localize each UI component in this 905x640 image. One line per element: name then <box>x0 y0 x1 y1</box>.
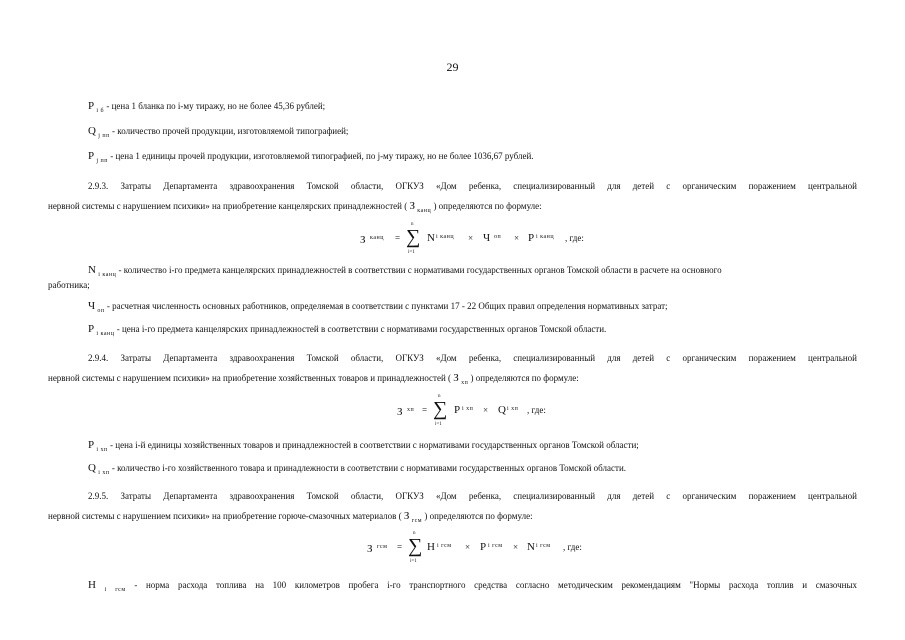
term-n-norm: Н <box>427 541 435 553</box>
formula-lhs: З <box>367 543 373 555</box>
term-q: Q <box>498 404 506 416</box>
sigma-lower: i=1 <box>408 250 415 255</box>
term-p-sub: i хп <box>462 406 474 412</box>
symbol: З <box>409 200 416 212</box>
definition-p-jpp <box>88 151 534 164</box>
term-n-sub: i гсм <box>536 543 551 549</box>
formula-tail: , где: <box>565 233 584 243</box>
definition-text: - расчетная численность основных работников, определяемая в соответствии с пунктами 17 - 22 Общих правил определения нормативных затрат; <box>106 301 668 311</box>
formula-lhs: З <box>360 234 366 246</box>
times-sign: × <box>483 405 489 415</box>
sigma-upper: n <box>438 394 441 399</box>
symbol: P <box>88 100 95 112</box>
term-p: P <box>454 404 461 416</box>
times-sign: × <box>513 542 519 552</box>
definition-text: - цена 1 единицы прочей продукции, изготовляемой типографией, по j-му тиражу, но не более 1036,67 рублей. <box>110 151 534 161</box>
formula-gsm <box>357 531 607 571</box>
subscript: i канц <box>96 331 115 337</box>
term-p: P <box>480 541 487 553</box>
definition-n-igsm <box>88 580 857 593</box>
symbol: Ч <box>88 300 96 312</box>
subscript: хп <box>461 380 469 386</box>
subscript: оп <box>97 308 105 314</box>
definition-text: - цена i-го предмета канцелярских принадлежностей в соответствии с нормативами государственных органов Томской области. <box>116 324 607 334</box>
section-294-line-1: 2.9.4. Затраты Департамента здравоохранения Томской области, ОГКУЗ «Дом ребенка, специализированный для детей с органическим поражением центральной <box>88 353 857 363</box>
formula-lhs: З <box>397 406 403 418</box>
term-n: N <box>527 541 535 553</box>
subscript: гсм <box>411 518 423 524</box>
formula-tail: , где: <box>527 405 546 415</box>
sigma-icon: ∑ <box>433 398 448 420</box>
subscript: i хп <box>96 447 108 453</box>
symbol: N <box>88 264 96 276</box>
formula-equals: = <box>397 542 403 552</box>
formula-equals: = <box>422 405 428 415</box>
definition-q-ihp <box>88 463 626 476</box>
symbol: З <box>453 372 459 384</box>
section-293-line-2 <box>48 201 542 214</box>
formula-lhs-sub: гсм <box>377 544 388 550</box>
term-p-sub: i гсм <box>488 543 503 549</box>
text-part: ) определяются по формуле: <box>424 511 533 521</box>
subscript: i хп <box>98 470 110 476</box>
symbol: P <box>88 323 95 335</box>
text-part: нервной системы с нарушением психики» на приобретение горюче-смазочных материалов ( <box>48 511 402 521</box>
sigma-icon: ∑ <box>408 535 423 557</box>
symbol: Q <box>88 125 96 137</box>
sigma-lower: i=1 <box>435 422 442 427</box>
symbol: P <box>88 150 95 162</box>
term-p: P <box>528 232 535 244</box>
subscript: i б <box>96 108 105 114</box>
term-q-sub: i хп <box>507 406 519 412</box>
times-sign: × <box>468 233 474 243</box>
definition-p-ihp <box>88 440 639 453</box>
definition-text: - норма расхода топлива на 100 километров пробега i-го транспортного средства согласно методическим рекомендациям "Нормы расхода топлив и смазочных <box>134 580 858 590</box>
sigma-lower: i=1 <box>410 559 417 564</box>
definition-text: - количество i-го предмета канцелярских принадлежностей в соответствии с нормативами государственных органов Томской области в расчете на основного <box>118 265 722 275</box>
sigma-upper: n <box>413 531 416 536</box>
symbol: З <box>403 510 410 522</box>
formula-tail: , где: <box>563 542 582 552</box>
section-293-line-1: 2.9.3. Затраты Департамента здравоохранения Томской области, ОГКУЗ «Дом ребенка, специализированный для детей с органическим поражением центральной <box>88 181 857 191</box>
definition-continuation: работника; <box>48 280 90 290</box>
times-sign: × <box>514 233 520 243</box>
subscript: j пп <box>98 133 110 139</box>
term-n-sub: i канц <box>436 234 455 240</box>
definition-p-ib <box>88 101 325 114</box>
definition-ch-op <box>88 301 668 314</box>
definition-text: - количество i-го хозяйственного товара и принадлежности в соответствии с нормативами государственных органов Томской области. <box>111 463 627 473</box>
symbol: P <box>88 439 95 451</box>
term-n-norm-sub: i гсм <box>437 543 452 549</box>
formula-hp <box>387 394 587 434</box>
formula-lhs-sub: хп <box>407 407 415 413</box>
subscript: j пп <box>96 158 108 164</box>
sigma-upper: n <box>411 222 414 227</box>
definition-n-ikanc <box>88 265 722 278</box>
section-295-line-2 <box>48 511 533 524</box>
term-n: N <box>427 232 435 244</box>
times-sign: × <box>465 542 471 552</box>
symbol: Q <box>88 462 96 474</box>
definition-text: - цена i-й единицы хозяйственных товаров и принадлежностей в соответствии с нормативами государственных органов Томской области; <box>110 440 639 450</box>
formula-lhs-sub: канц <box>370 235 384 241</box>
text-part: ) определяются по формуле: <box>470 373 579 383</box>
term-p-sub: i канц <box>536 234 555 240</box>
subscript: i канц <box>98 272 117 278</box>
definition-text: - количество прочей продукции, изготовляемой типографией; <box>112 126 349 136</box>
symbol: Н <box>88 579 96 591</box>
term-ch: Ч <box>483 232 491 244</box>
section-295-line-1: 2.9.5. Затраты Департамента здравоохранения Томской области, ОГКУЗ «Дом ребенка, специализированный для детей с органическим поражением центральной <box>88 491 857 501</box>
text-part: ) определяются по формуле: <box>433 201 542 211</box>
term-ch-sub: оп <box>494 234 502 240</box>
page-number: 29 <box>446 60 459 74</box>
definition-text: - цена 1 бланка по i-му тиражу, но не более 45,36 рублей; <box>106 101 326 111</box>
section-294-line-2 <box>48 373 579 386</box>
formula-kanc <box>350 222 610 262</box>
text-part: нервной системы с нарушением психики» на приобретение канцелярских принадлежностей ( <box>48 201 408 211</box>
text-part: нервной системы с нарушением психики» на приобретение хозяйственных товаров и принадлежностей ( <box>48 373 452 383</box>
definition-p-ikanc <box>88 324 606 337</box>
definition-q-jpp <box>88 126 348 139</box>
formula-equals: = <box>395 233 401 243</box>
subscript: канц <box>417 208 432 214</box>
sigma-icon: ∑ <box>406 226 421 248</box>
subscript: i гсм <box>104 587 126 593</box>
